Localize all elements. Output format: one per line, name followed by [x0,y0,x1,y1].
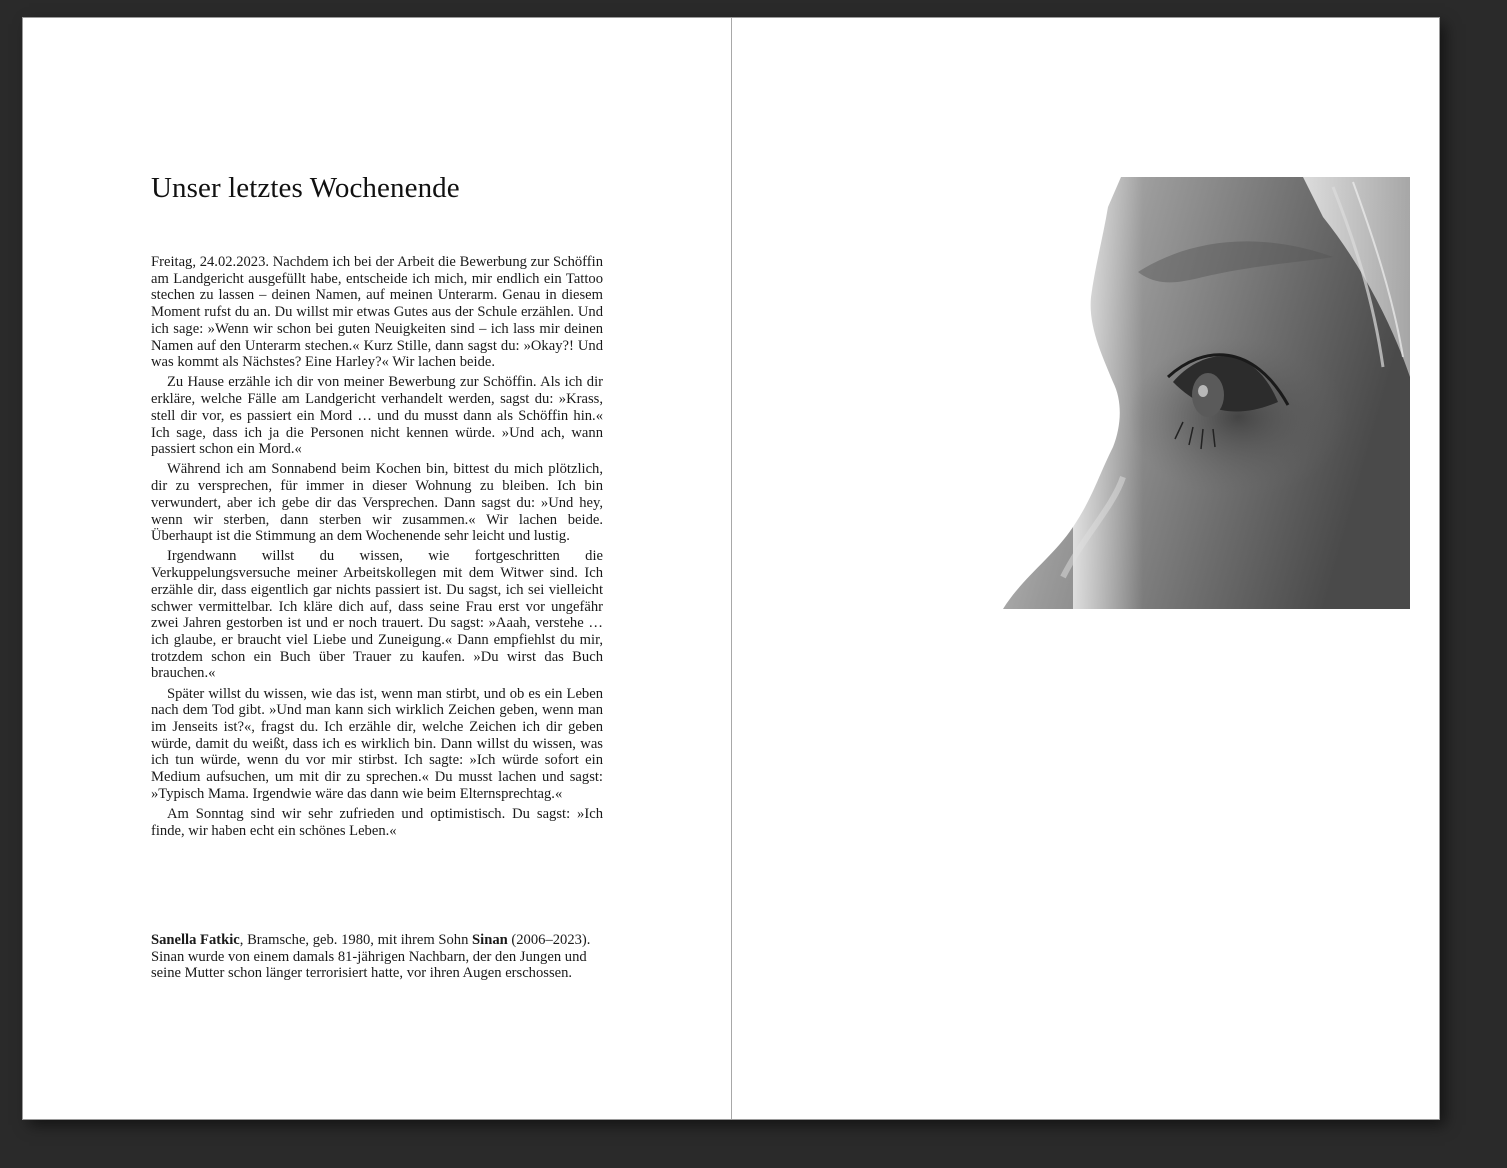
chapter-title: Unser letztes Wochenende [151,172,460,204]
paragraph-2: Zu Hause erzähle ich dir von meiner Bewerbung zur Schöffin. Als ich dir erkläre, welche Fälle am Landgericht verhandelt werden, sagst du: »Krass, stell dir vor, es passiert ein Mord … und du musst dann als Schöffin hin.« Ich sage, dass ich ja die Personen nicht kennen würde. »Und ach, wann passiert schon ein Mord.« [151,374,603,458]
author-bio [151,932,603,982]
eye-photo [1003,177,1410,609]
book-spread [23,18,1439,1119]
paragraph-3: Während ich am Sonnabend beim Kochen bin, bittest du mich plötzlich, dir zu versprechen, für immer in dieser Wohnung zu bleiben. Ich bin verwundert, aber ich gebe dir das Versprechen. Dann sagst du: »Und hey, wenn wir sterben, dann sterben wir zusammen.« Wir lachen beide. Überhaupt ist die Stimmung an dem Wochenende sehr leicht und lustig. [151,461,603,545]
paragraph-4: Irgendwann willst du wissen, wie fortgeschritten die Verkuppelungsversuche meiner Arbeitskollegen mit dem Witwer sind. Ich erzähle dir, dass eigentlich gar nichts passiert ist. Du sagst, ich sei vielleicht schwer vermittelbar. Ich kläre dich auf, dass seine Frau erst vor ungefähr zwei Jahren gestorben ist und er noch trauert. Du sagst: »Aaah, verstehe … ich glaube, er braucht viel Liebe und Zuneigung.« Dann empfiehlst du mir, trotzdem schon ein Buch über Trauer zu kaufen. »Du wirst das Buch brauchen.« [151,548,603,682]
bio-text-2: (2006–2023). Sinan wurde von einem damals 81-jährigen Nachbarn, der den Jungen und seine Mutter schon länger terrorisiert hatte, vor ihren Augen erschossen. [151,932,591,982]
paragraph-5: Später willst du wissen, wie das ist, wenn man stirbt, und ob es ein Leben nach dem Tod gibt. »Und man kann sich wirklich Zeichen geben, wenn man im Jenseits ist?«, fragst du. Ich erzähle dir, welche Zeichen ich dir geben würde, damit du weißt, dass ich es wirklich bin. Dann willst du wissen, was ich tun würde, wenn du vor mir stirbst. Ich sagte: »Ich würde sofort ein Medium aufsuchen, um mit dir zu sprechen.« Du musst lachen und sagst: »Typisch Mama. Irgendwie wäre das dann wie beim Elternsprechtag.« [151,685,603,802]
author-name: Sanella Fatkic [151,932,240,948]
left-page [23,18,731,1119]
eye-photo-drawing [1003,177,1410,609]
story-body [151,254,603,843]
bio-text-1: , Bramsche, geb. 1980, mit ihrem Sohn [239,932,473,948]
paragraph-6: Am Sonntag sind wir sehr zufrieden und optimistisch. Du sagst: »Ich finde, wir haben echt ein schönes Leben.« [151,806,603,839]
son-name: Sinan [472,932,508,948]
right-page [732,18,1439,1119]
paragraph-1: Freitag, 24.02.2023. Nachdem ich bei der Arbeit die Bewerbung zur Schöffin am Landgericht ausgefüllt habe, entscheide ich mich, mir endlich ein Tattoo stechen zu lassen – deinen Namen, auf meinen Unterarm. Genau in diesem Moment rufst du an. Du willst mir etwas Gutes aus der Schule erzählen. Und ich sage: »Wenn wir schon bei guten Neuigkeiten sind – ich lass mir deinen Namen auf den Unterarm stechen.« Kurz Stille, dann sagst du: »Okay?! Und was kommt als Nächstes? Eine Harley?« Wir lachen beide. [151,254,603,371]
